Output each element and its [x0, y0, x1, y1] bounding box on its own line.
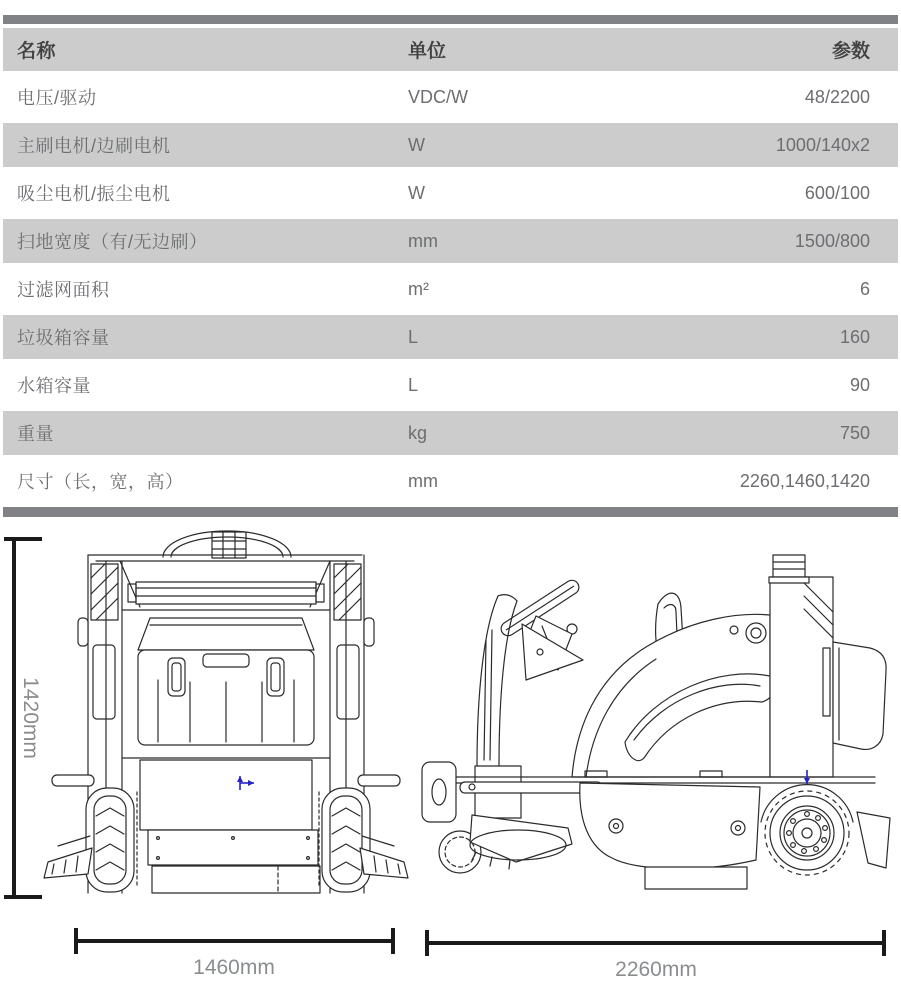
- row-value: 160: [839, 326, 870, 347]
- row-unit: W: [408, 182, 425, 203]
- length-dimension: [427, 930, 884, 981]
- row-unit: VDC/W: [408, 86, 468, 107]
- row-unit: kg: [408, 422, 428, 443]
- table-row: [3, 263, 898, 315]
- table-row: [3, 219, 898, 263]
- table-row: [3, 411, 898, 455]
- row-name: 电压/驱动: [17, 88, 97, 108]
- row-value: 600/100: [804, 182, 870, 203]
- table-row: [3, 315, 898, 359]
- row-value: 750: [839, 422, 870, 443]
- table-row: [3, 167, 898, 219]
- header-name: 名称: [17, 41, 57, 62]
- width-dimension-label: 1460mm: [193, 956, 275, 979]
- table-row: [3, 359, 898, 411]
- table-row: [3, 71, 898, 123]
- row-name: 扫地宽度（有/无边刷）: [17, 232, 208, 252]
- row-unit: W: [408, 134, 425, 155]
- table-row: [3, 455, 898, 507]
- table-row: [3, 123, 898, 167]
- row-value: 6: [859, 278, 870, 299]
- side-view-machine: [422, 555, 890, 889]
- row-name: 水箱容量: [17, 376, 91, 396]
- side-view-drawing: [420, 530, 901, 993]
- row-unit: L: [408, 374, 419, 395]
- row-name: 垃圾箱容量: [17, 328, 110, 348]
- front-view-drawing: [0, 530, 450, 993]
- row-value: 2260,1460,1420: [739, 470, 870, 491]
- row-value: 1000/140x2: [775, 134, 870, 155]
- table-body: [3, 71, 898, 507]
- row-name: 主刷电机/边刷电机: [17, 136, 171, 156]
- front-view-machine: [44, 531, 408, 893]
- front-brush: [439, 815, 572, 873]
- hatch-left: [91, 564, 118, 620]
- row-value: 48/2200: [804, 86, 870, 107]
- row-unit: mm: [408, 230, 438, 251]
- top-divider-bar: [3, 15, 898, 24]
- spec-table: [3, 28, 898, 507]
- row-name: 吸尘电机/振尘电机: [17, 184, 171, 204]
- header-value: 参数: [831, 41, 870, 62]
- height-dimension: [4, 539, 42, 897]
- row-name: 重量: [17, 424, 54, 444]
- row-value: 90: [849, 374, 870, 395]
- row-value: 1500/800: [794, 230, 870, 251]
- row-unit: m²: [408, 278, 429, 299]
- bottom-divider-bar: [3, 507, 898, 517]
- width-dimension: [76, 928, 393, 979]
- row-unit: mm: [408, 470, 438, 491]
- front-view-wheel-right: [319, 788, 370, 892]
- table-header: [3, 28, 898, 71]
- row-unit: L: [408, 326, 419, 347]
- hatch-right: [334, 564, 361, 620]
- length-dimension-label: 2260mm: [615, 958, 697, 981]
- front-view-wheel-left: [86, 788, 137, 892]
- row-name: 过滤网面积: [17, 280, 110, 300]
- rear-wheel: [761, 785, 853, 875]
- row-name: 尺寸（长，宽，高）: [17, 472, 184, 492]
- header-unit: 单位: [408, 41, 447, 62]
- height-dimension-label: 1420mm: [19, 677, 42, 759]
- technical-drawings: [0, 525, 901, 993]
